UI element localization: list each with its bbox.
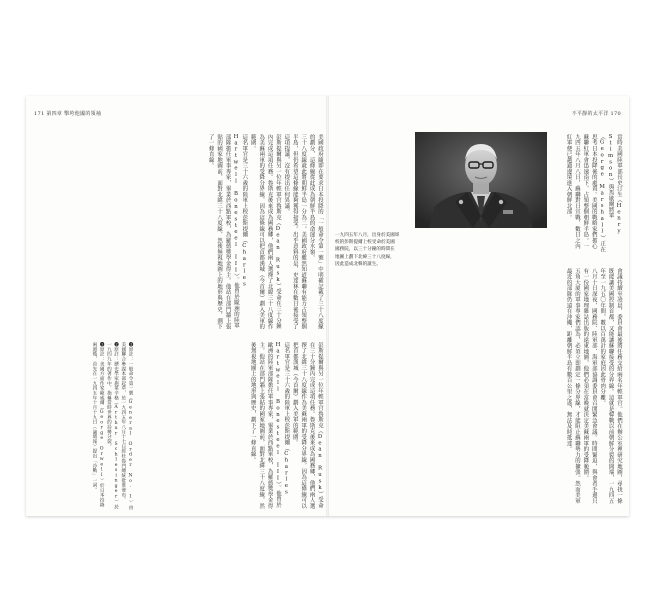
right-body-text-lower <box>335 268 623 508</box>
caption-line: 校的彭斯提爾上校受命於美國 <box>335 240 395 246</box>
left-paragraph-1: 這名軍官是三十六歲的陸軍上校彭斯提爾（Charles Hartwell Bonesteel III）。他曾於歐洲的陸軍部隊擔任軍事專家，畢業於西點軍校，為羅德獎學金得主。他站在部門牆上張貼的國家地圖前，面對北緯三十八度線，然後無視地圖上的地形與歷史，劃下了一條直線。 <box>207 134 248 330</box>
left-paragraph-1-continued: 這名軍官是三十六歲的陸軍上校彭斯提爾（Charles Hartwell Bonesteel III）。他曾於歐洲的陸軍部隊擔任軍事專家，畢業於西點軍校，為羅德獎學金得主。他站在部門牆上張貼的國家地圖前，面對北緯三十八度線，然後無視地圖上的地形與歷史，劃下了一條直線。 <box>249 342 290 509</box>
left-paragraph-2-continued: 彭斯提爾與另一位年輕軍官魯斯克（Dean Rusk）受命在三十分鐘內完成這項任務。魯斯克後來成為國務卿，他們兩人選擇了北緯三十八度線作為美蘇兩軍的受降分界線，因為這條線可以把首都漢城（今首爾）劃入美軍的範圍。 <box>291 342 323 509</box>
caption-line: 地圖上劃下北緯三十八度線， <box>335 254 395 260</box>
left-body-text-lower <box>138 342 324 512</box>
right-running-header: 不平靜的太平洋 170 <box>571 111 621 117</box>
portrait-photo-image <box>415 132 547 228</box>
footnote-1: ❶原註：美國方面作家歐威爾（George Orwell）於日本投降兩週後，首先在一九四五年十月十九日（論壇報）提出「冷戰」一詞。 <box>91 342 105 508</box>
left-footnotes <box>36 342 134 512</box>
left-page <box>26 96 326 516</box>
right-paragraph-1: 當時美國陸軍部長史汀生（Henry Stimson）與馬歇爾將軍（George Marshall）正在思考日本投降後的處置。美國的戰略家們擔心蘇聯紅軍會迅速南下，占領整個朝鮮半島。一九四五年八月八日，蘇聯對日宣戰，數日之內紅軍便已越過邊境進入朝鮮北部。 <box>565 134 622 253</box>
left-paragraph-3: 三十八度線就此將朝鮮半島一分為二。美國政府雖然知道蘇聯有能力占領整個半島，但仍希望這條線能夠獲得接受。出乎意料的是，史達林在數日後接受了這項提議，沒有提出任何異議。 <box>283 134 307 330</box>
right-body-text-upper <box>551 134 623 254</box>
caption-line: 因此造成北韓的誕生。 <box>335 261 381 267</box>
caption-line: 國務院，以三十分鐘的時間在 <box>335 247 395 253</box>
left-body-text <box>62 134 324 334</box>
right-page <box>329 96 629 516</box>
left-paragraph-2: 彭斯提爾與另一位年輕軍官魯斯克（Dean Rusk）受命在三十分鐘內完成這項任務。魯斯克後來成為國務卿，他們兩人選擇了北緯三十八度線作為美蘇兩軍的受降分界線，因為這條線可以把首都漢城（今首爾）劃入美軍的範圍。 <box>249 134 281 330</box>
left-running-header: 171 第四章 擊垮他國的領袖 <box>34 111 102 117</box>
footnote-3: ❸原註：一般命令第一號（General Order No. 1）由美國聯合參謀本部起草，於一九四五年八月十七日經杜魯門總統批准發布。 <box>120 342 133 510</box>
right-paragraph-4: 會議持續至凌晨，委員會最後將任務交給兩名年輕軍官。他們在辦公室裡研究地圖，尋找一條既能讓美國控制首都，又能讓蘇聯接受的分界線。這就是韓戰以前朝鮮分裂的開端，一九四五年至一九五〇年間，數以百萬計的家庭因此骨肉分離。 <box>599 268 622 504</box>
left-paragraph-4: 美國政府隨即在要求日本投降的「一般命令第一號」中明確記載了三十八度線的劃分，這條線從此成為朝鮮半島的命運分水嶺。 <box>308 134 323 330</box>
right-paragraph-2: 五角大廈的軍事專家們認為，必須立即劃定一條分界線，才能阻止蘇聯勢力的擴張。然而美軍最近的部隊仍遠在沖繩，距離朝鮮半島有數百公里之遙，無法及時抵達。 <box>565 268 580 504</box>
portrait-photo <box>415 132 547 228</box>
footnote-2: ❷原註：歷史學家施萊辛格（Arthur Schlesinger）於一九四九年的著作中，指稱當時世界的局勢分裂。 <box>106 342 119 510</box>
right-paragraph-3: 八月十日深夜，國務院、陸軍部、海軍部協調委員會召開緊急會議。時間緊迫，與會者手邊只有一份國家地理雜誌出版的遠東地圖，他們必須在當晚就決定美蘇兩軍的受降範圍。 <box>582 268 597 504</box>
caption-line: 一九四五年八月，出身於美國軍 <box>335 233 400 238</box>
book-spread <box>26 96 629 516</box>
photo-caption <box>335 232 413 268</box>
